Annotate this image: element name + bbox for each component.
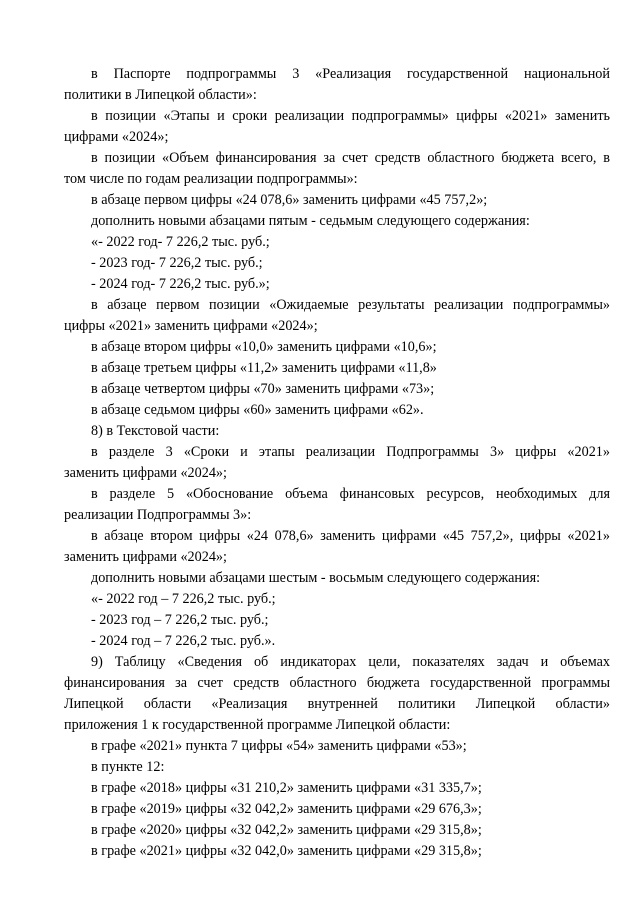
text-line: - 2023 год- 7 226,2 тыс. руб.;: [91, 255, 263, 271]
text-line: том числе по годам реализации подпрограммы»:: [64, 171, 358, 187]
text-line: в абзаце четвертом цифры «70» заменить цифрами «73»;: [91, 381, 435, 397]
text-line: в графе «2021» цифры «32 042,0» заменить цифрами «29 315,8»;: [91, 843, 482, 859]
text-line: в графе «2019» цифры «32 042,2» заменить цифрами «29 676,3»;: [91, 801, 482, 817]
text-line: в графе «2021» пункта 7 цифры «54» заменить цифрами «53»;: [91, 738, 467, 754]
text-line: дополнить новыми абзацами шестым - восьмым следующего содержания:: [91, 570, 541, 586]
text-line: заменить цифрами «2024»;: [64, 549, 227, 565]
text-line: в позиции «Объем финансирования за счет средств областного бюджета всего, в: [91, 150, 610, 166]
text-line: в абзаце втором цифры «10,0» заменить цифрами «10,6»;: [91, 339, 437, 355]
text-line: «- 2022 год- 7 226,2 тыс. руб.;: [91, 234, 270, 250]
text-line: политики в Липецкой области»:: [64, 87, 257, 103]
text-line: в абзаце третьем цифры «11,2» заменить цифрами «11,8»: [91, 360, 437, 376]
text-line: - 2024 год – 7 226,2 тыс. руб.».: [91, 633, 276, 649]
text-line: 9) Таблицу «Сведения об индикаторах цели, показателях задач и объемах: [91, 654, 610, 670]
text-line: дополнить новыми абзацами пятым - седьмым следующего содержания:: [91, 213, 530, 229]
text-line: 8) в Текстовой части:: [91, 423, 220, 439]
text-line: - 2023 год – 7 226,2 тыс. руб.;: [91, 612, 269, 628]
text-line: приложения 1 к государственной программе Липецкой области:: [64, 717, 451, 733]
text-line: в разделе 5 «Обоснование объема финансовых ресурсов, необходимых для: [91, 486, 610, 502]
text-line: в абзаце первом позиции «Ожидаемые результаты реализации подпрограммы»: [91, 297, 610, 313]
text-line: в абзаце втором цифры «24 078,6» заменить цифрами «45 757,2», цифры «2021»: [91, 528, 610, 544]
text-line: в графе «2020» цифры «32 042,2» заменить цифрами «29 315,8»;: [91, 822, 482, 838]
text-line: в разделе 3 «Сроки и этапы реализации Подпрограммы 3» цифры «2021»: [91, 444, 610, 460]
text-line: реализации Подпрограммы 3»:: [64, 507, 252, 523]
text-line: финансирования за счет средств областного бюджета государственной программы: [64, 675, 610, 691]
text-line: в абзаце седьмом цифры «60» заменить цифрами «62».: [91, 402, 424, 418]
text-line: «- 2022 год – 7 226,2 тыс. руб.;: [91, 591, 276, 607]
text-line: в пункте 12:: [91, 759, 165, 775]
text-line: в позиции «Этапы и сроки реализации подпрограммы» цифры «2021» заменить: [91, 108, 610, 124]
text-line: Липецкой области «Реализация внутренней политики Липецкой области»: [64, 696, 610, 712]
text-line: цифры «2021» заменить цифрами «2024»;: [64, 318, 318, 334]
text-line: в графе «2018» цифры «31 210,2» заменить цифрами «31 335,7»;: [91, 780, 482, 796]
text-line: в Паспорте подпрограммы 3 «Реализация государственной национальной: [91, 66, 610, 82]
text-line: в абзаце первом цифры «24 078,6» заменить цифрами «45 757,2»;: [91, 192, 488, 208]
text-line: - 2024 год- 7 226,2 тыс. руб.»;: [91, 276, 270, 292]
text-line: заменить цифрами «2024»;: [64, 465, 227, 481]
text-line: цифрами «2024»;: [64, 129, 169, 145]
